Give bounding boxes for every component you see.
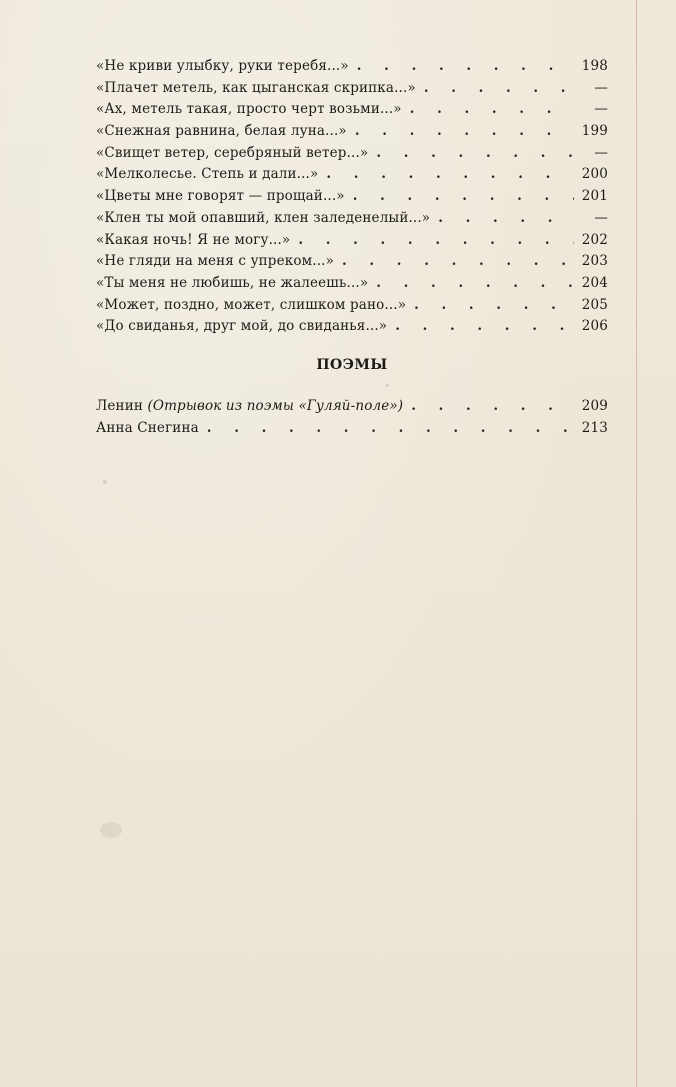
toc-leader-dots [353,188,574,204]
toc-entry-title: «Не криви улыбку, руки теребя...» [96,58,349,74]
toc-entry [96,318,608,340]
toc-entry-page: 201 [581,188,608,205]
toc-leader-dots [207,420,574,436]
poems-list [96,398,608,441]
toc-entry-title: «Может, поздно, может, слишком рано...» [96,296,407,313]
toc-leader-dots [438,210,574,226]
toc-entry-page: 200 [581,166,608,183]
toc-entry [96,297,608,319]
poem-entry-title-group [96,398,403,414]
ink-smudge [103,480,107,484]
toc-entry [96,145,608,167]
toc-leader-dots [411,398,574,414]
toc-entry-title: «Плачет метель, как цыганская скрипка...» [96,79,416,96]
toc-entry-title: «Свищет ветер, серебряный ветер...» [96,144,369,161]
toc-entry-title: «Клен ты мой опавший, клен заледенелый...» [96,209,431,226]
toc-entry [96,232,608,254]
toc-entry [96,275,608,297]
poem-entry-subtitle: (Отрывок из поэмы «Гуляй-поле») [147,398,404,414]
toc-entry-page: 205 [581,296,608,313]
toc-leader-dots [414,297,574,313]
poem-entry [96,420,608,442]
toc-entry [96,80,608,102]
toc-entry-title: «Какая ночь! Я не могу...» [96,231,291,248]
toc-entry-title: «Не гляди на меня с упреком...» [96,253,334,270]
toc-entry-page: 206 [581,318,608,335]
toc-entry [96,101,608,123]
toc-entry-title: «Цветы мне говорят — прощай...» [96,188,345,205]
toc-leader-dots [357,58,574,74]
poem-entry-title: Ленин [96,398,143,414]
toc-leader-dots [410,101,574,117]
toc-leader-dots [298,232,574,248]
toc-entry-page: 198 [581,58,608,74]
poem-entry-title: Анна Снегина [96,419,199,436]
toc-leader-dots [424,80,574,96]
toc-entry-title: «Ах, метель такая, просто черт возьми...» [96,101,402,118]
toc-entry-page: — [594,209,608,226]
toc-leader-dots [355,123,574,139]
toc-entry-title: «Снежная равнина, белая луна...» [96,123,347,140]
poem-entry-page: 209 [581,398,608,414]
toc-entry-title: «Мелколесье. Степь и дали...» [96,166,319,183]
toc-entry-page: — [594,144,608,161]
toc-entry [96,166,608,188]
toc-entry-page: — [594,101,608,118]
toc-entry [96,253,608,275]
toc-entry [96,123,608,145]
toc-entry-page: 202 [581,231,608,248]
toc-leader-dots [326,166,574,182]
section-heading: ПОЭМЫ [316,357,388,373]
toc-entry [96,188,608,210]
poem-entry [96,398,608,420]
toc-leader-dots [376,145,574,161]
toc-leader-dots [395,318,574,334]
poem-entry-page: 213 [581,419,608,436]
toc-leader-dots [376,275,574,291]
ink-smudge [100,822,122,838]
toc-entry-title: «До свиданья, друг мой, до свиданья...» [96,318,388,335]
toc-entry-page: 203 [581,253,608,270]
toc-entry-page: 199 [581,123,608,140]
toc-entry-page: — [594,79,608,96]
ink-smudge [386,384,389,387]
toc-entry-title: «Ты меня не любишь, не жалеешь...» [96,274,369,291]
toc-entry [96,58,608,80]
toc-entry-page: 204 [581,274,608,291]
poem-entry-title-group [96,420,199,436]
toc-leader-dots [342,253,574,269]
toc-entry [96,210,608,232]
toc-list [96,58,608,340]
margin-line [636,0,637,1087]
